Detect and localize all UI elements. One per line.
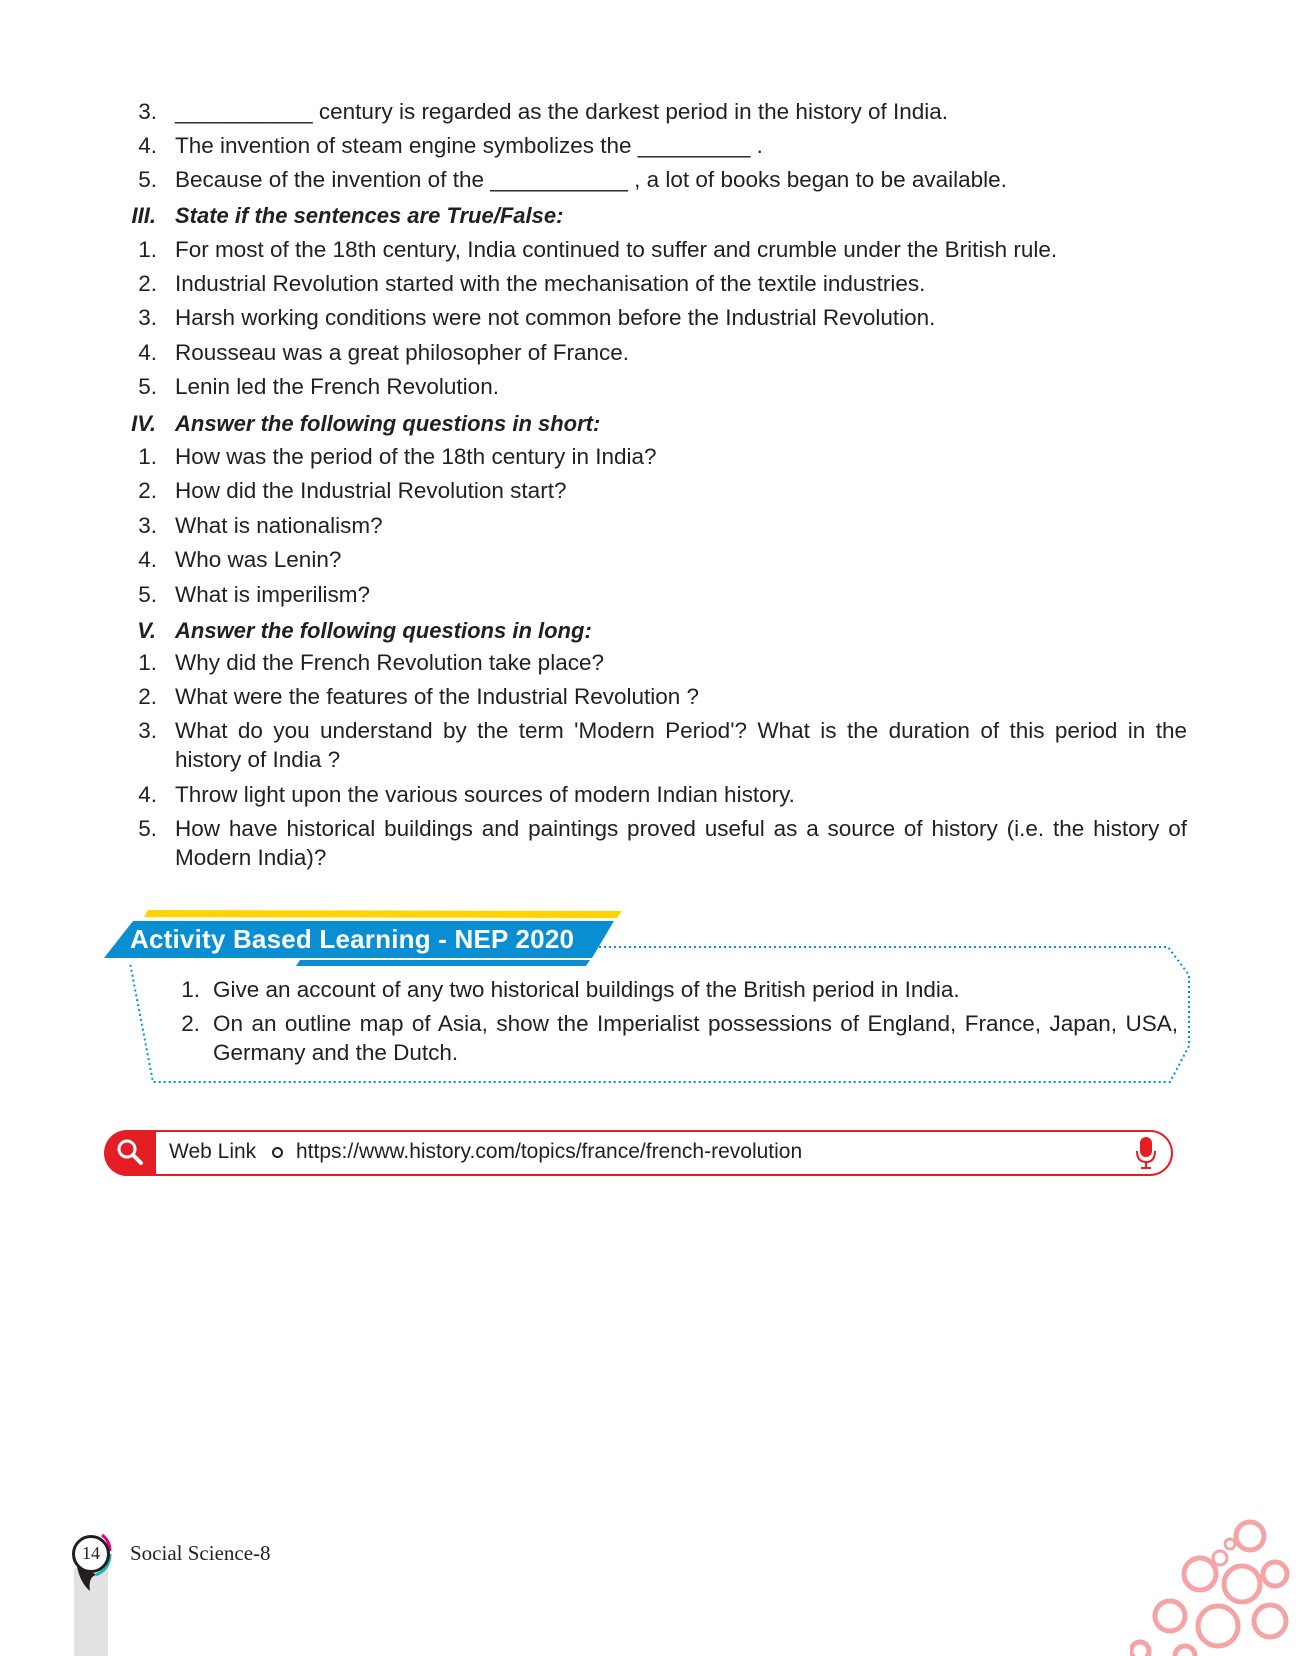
item-number: 4. — [138, 782, 157, 807]
item-text: What were the features of the Industrial Revolution ? — [175, 684, 700, 709]
item-number: 4. — [138, 340, 157, 365]
item-number: 3. — [138, 513, 157, 538]
item-text: Give an account of any two historical buildings of the British period in India. — [213, 977, 960, 1002]
item-text-end: , a lot of books began to be available. — [627, 167, 1007, 192]
weblink-url[interactable]: https://www.history.com/topics/france/french-revolution — [296, 1140, 803, 1163]
blank: ___________ — [175, 99, 313, 124]
section-roman: III. — [131, 203, 156, 228]
item-text: For most of the 18th century, India continued to suffer and crumble under the British rule. — [175, 237, 1058, 262]
item-text: Because of the invention of the — [175, 167, 491, 192]
microphone-icon[interactable] — [1134, 1135, 1158, 1171]
item-text-end: . — [750, 133, 763, 158]
item-text: Throw light upon the various sources of modern Indian history. — [175, 782, 795, 807]
item-number: 2. — [138, 271, 157, 296]
item-number: 2. — [181, 1011, 200, 1036]
item-text: What is imperilism? — [175, 582, 371, 607]
blank: ___________ — [490, 167, 628, 192]
item-text: How did the Industrial Revolution start? — [175, 478, 567, 503]
item-number: 1. — [181, 977, 200, 1002]
bubble-decoration — [1130, 1516, 1290, 1656]
item-text: Why did the French Revolution take place? — [175, 650, 604, 675]
item-number: 1. — [138, 650, 157, 675]
item-number: 2. — [138, 478, 157, 503]
item-text: century is regarded as the darkest period in the history of India. — [312, 99, 949, 124]
item-number: 3. — [138, 305, 157, 330]
item-text: Who was Lenin? — [175, 547, 342, 572]
search-icon — [104, 1130, 156, 1176]
item-number: 1. — [138, 237, 157, 262]
section-roman: V. — [137, 618, 156, 643]
item-number: 5. — [138, 582, 157, 607]
item-number: 4. — [138, 547, 157, 572]
item-text: Lenin led the French Revolution. — [175, 374, 499, 399]
item-text: Rousseau was a great philosopher of France. — [175, 340, 630, 365]
section-title: Answer the following questions in short: — [175, 411, 601, 436]
item-number: 2. — [138, 684, 157, 709]
item-text: The invention of steam engine symbolizes the — [175, 133, 638, 158]
section-title: State if the sentences are True/False: — [175, 203, 564, 228]
item-number: 5. — [138, 374, 157, 399]
item-text: How was the period of the 18th century in India? — [175, 444, 657, 469]
item-number: 1. — [138, 444, 157, 469]
item-text: What do you understand by the term 'Modern Period'? What is the duration of this period in the history of India ? — [175, 718, 1187, 772]
activity-title: Activity Based Learning - NEP 2020 — [130, 924, 575, 954]
item-number: 5. — [138, 167, 157, 192]
activity-yellow-stripe — [144, 910, 622, 918]
weblink-label: Web Link — [169, 1140, 257, 1163]
item-text: Industrial Revolution started with the mechanisation of the textile industries. — [175, 271, 926, 296]
item-text: Harsh working conditions were not common before the Industrial Revolution. — [175, 305, 936, 330]
section-title: Answer the following questions in long: — [175, 618, 592, 643]
item-text: On an outline map of Asia, show the Imperialist possessions of England, France, Japan, USA, Germany and the Dutch. — [213, 1011, 1178, 1065]
item-number: 4. — [138, 133, 157, 158]
section-roman: IV. — [131, 411, 156, 436]
item-number: 5. — [138, 816, 157, 841]
item-number: 3. — [138, 718, 157, 743]
bullet-icon — [272, 1147, 283, 1158]
activity-underline — [296, 960, 590, 966]
page-number: 14 — [82, 1543, 100, 1563]
item-text: How have historical buildings and paintings proved useful as a source of history (i.e. the history of Modern India)? — [175, 816, 1187, 870]
item-text: What is nationalism? — [175, 513, 383, 538]
item-number: 3. — [138, 99, 157, 124]
weblink-search-button[interactable] — [104, 1130, 156, 1176]
blank: _________ — [637, 133, 751, 158]
book-title: Social Science-8 — [130, 1541, 271, 1565]
